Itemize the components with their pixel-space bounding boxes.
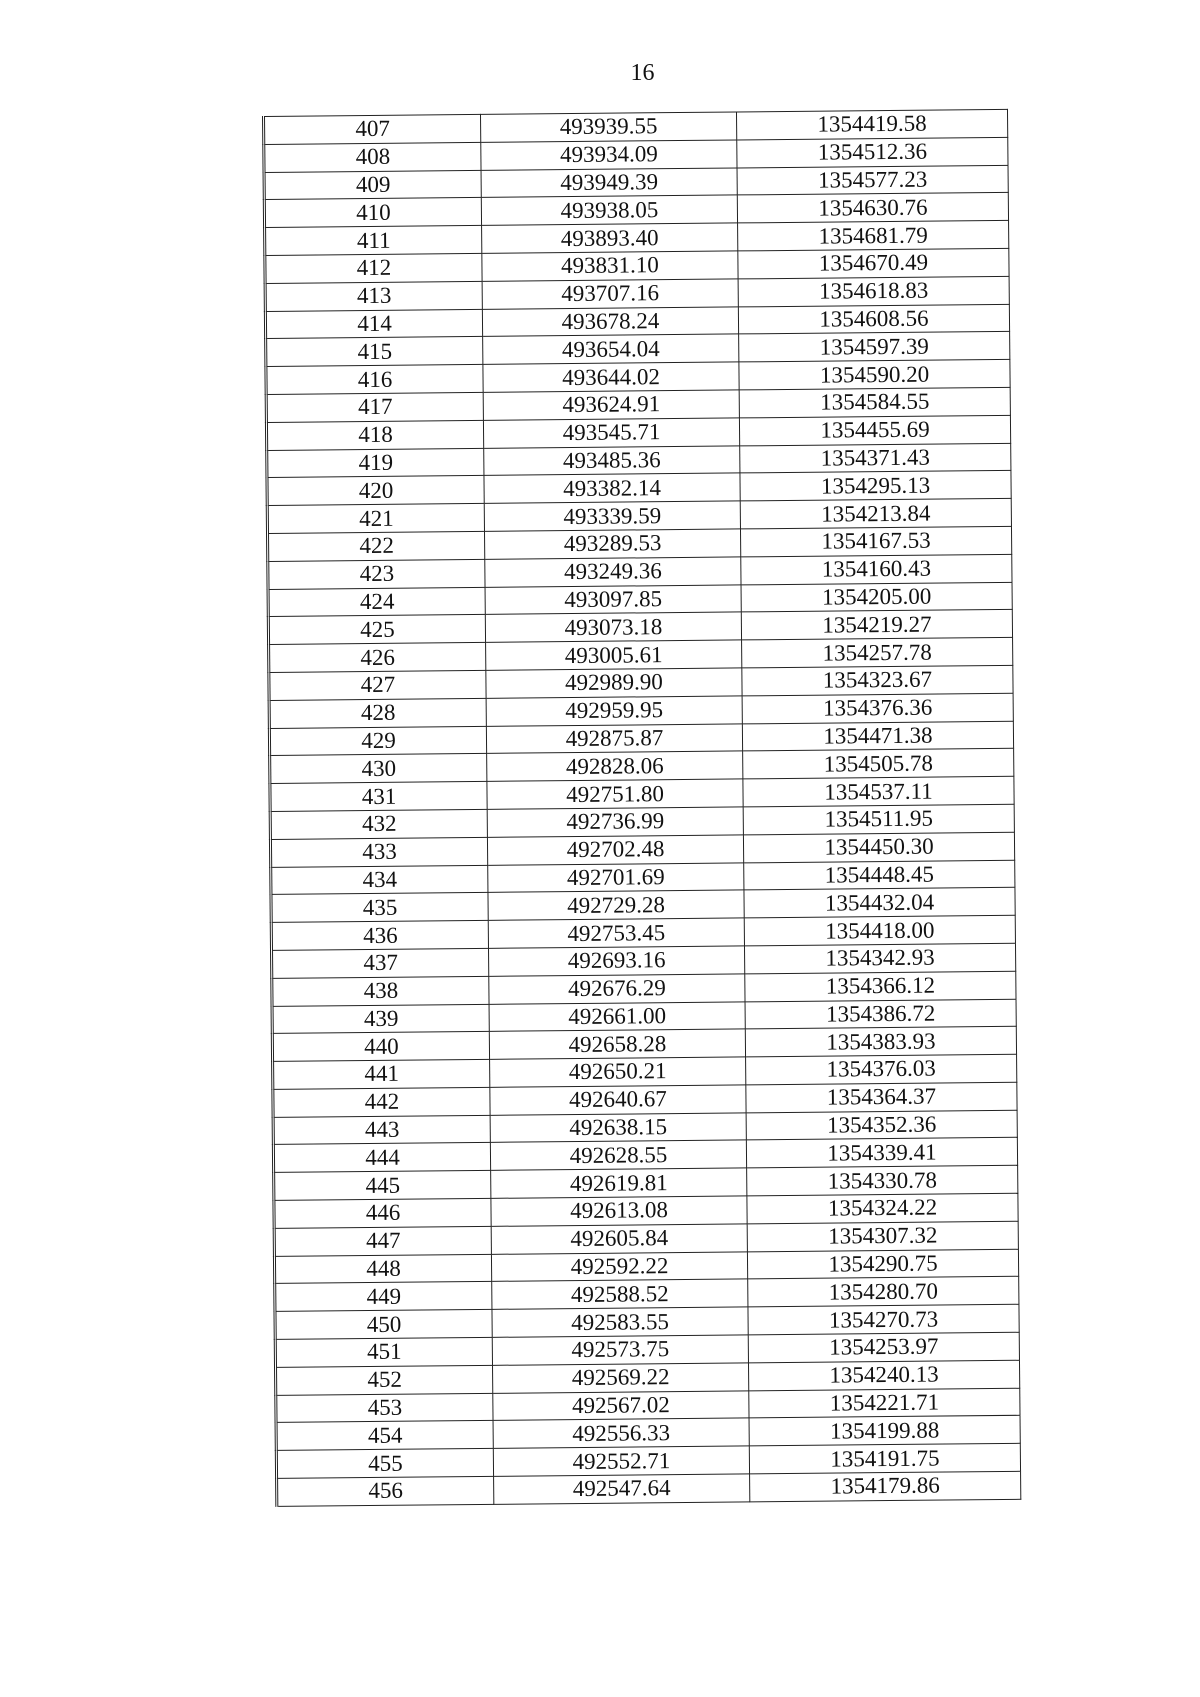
x-coordinate-cell: 492640.67	[490, 1085, 746, 1115]
point-number-cell: 449	[275, 1282, 492, 1312]
point-number-cell: 415	[266, 337, 483, 367]
point-number-cell: 453	[276, 1393, 493, 1423]
y-coordinate-cell: 1354364.37	[746, 1082, 1017, 1112]
point-number-cell: 442	[273, 1087, 490, 1117]
x-coordinate-cell: 493934.09	[481, 140, 737, 170]
x-coordinate-cell: 492547.64	[494, 1474, 750, 1504]
point-number-cell: 438	[272, 976, 489, 1006]
y-coordinate-cell: 1354584.55	[739, 387, 1010, 417]
point-number-cell: 425	[268, 615, 485, 645]
y-coordinate-cell: 1354191.75	[749, 1444, 1020, 1474]
x-coordinate-cell: 492989.90	[486, 668, 742, 698]
point-number-cell: 447	[274, 1226, 491, 1256]
y-coordinate-cell: 1354205.00	[741, 582, 1012, 612]
y-coordinate-cell: 1354597.39	[739, 332, 1010, 362]
x-coordinate-cell: 493545.71	[483, 418, 739, 448]
y-coordinate-cell: 1354383.93	[745, 1027, 1016, 1057]
y-coordinate-cell: 1354448.45	[744, 860, 1015, 890]
x-coordinate-cell: 492702.48	[487, 835, 743, 865]
y-coordinate-cell: 1354167.53	[740, 526, 1011, 556]
y-coordinate-cell: 1354386.72	[745, 999, 1016, 1029]
y-coordinate-cell: 1354253.97	[748, 1332, 1019, 1362]
point-number-cell: 412	[265, 253, 482, 283]
coordinates-table-container	[262, 109, 1015, 1507]
y-coordinate-cell: 1354324.22	[747, 1193, 1018, 1223]
x-coordinate-cell: 492605.84	[491, 1224, 747, 1254]
y-coordinate-cell: 1354160.43	[741, 554, 1012, 584]
x-coordinate-cell: 492638.15	[490, 1113, 746, 1143]
y-coordinate-cell: 1354371.43	[740, 443, 1011, 473]
y-coordinate-cell: 1354450.30	[743, 832, 1014, 862]
point-number-cell: 416	[266, 365, 483, 395]
point-number-cell: 444	[273, 1143, 490, 1173]
point-number-cell: 424	[268, 587, 485, 617]
x-coordinate-cell: 493644.02	[483, 362, 739, 392]
y-coordinate-cell: 1354290.75	[747, 1249, 1018, 1279]
y-coordinate-cell: 1354681.79	[738, 221, 1009, 251]
point-number-cell: 456	[277, 1476, 494, 1506]
y-coordinate-cell: 1354323.67	[742, 665, 1013, 695]
point-number-cell: 417	[266, 392, 483, 422]
point-number-cell: 435	[271, 893, 488, 923]
page-number: 16	[630, 60, 655, 86]
x-coordinate-cell: 493624.91	[483, 390, 739, 420]
y-coordinate-cell: 1354219.27	[741, 610, 1012, 640]
x-coordinate-cell: 493289.53	[484, 529, 740, 559]
y-coordinate-cell: 1354511.95	[743, 804, 1014, 834]
point-number-cell: 408	[264, 142, 481, 172]
point-number-cell: 451	[275, 1337, 492, 1367]
point-number-cell: 454	[276, 1421, 493, 1451]
x-coordinate-cell: 493707.16	[482, 279, 738, 309]
x-coordinate-cell: 492875.87	[486, 723, 742, 753]
x-coordinate-cell: 493339.59	[484, 501, 740, 531]
y-coordinate-cell: 1354352.36	[746, 1110, 1017, 1140]
x-coordinate-cell: 492676.29	[489, 974, 745, 1004]
point-number-cell: 448	[274, 1254, 491, 1284]
x-coordinate-cell: 493654.04	[483, 334, 739, 364]
point-number-cell: 450	[275, 1310, 492, 1340]
coordinates-table	[262, 109, 1021, 1507]
point-number-cell: 439	[272, 1004, 489, 1034]
point-number-cell: 443	[273, 1115, 490, 1145]
x-coordinate-cell: 493249.36	[485, 557, 741, 587]
point-number-cell: 427	[269, 670, 486, 700]
point-number-cell: 426	[269, 643, 486, 673]
x-coordinate-cell: 492613.08	[491, 1196, 747, 1226]
x-coordinate-cell: 492828.06	[487, 751, 743, 781]
y-coordinate-cell: 1354366.12	[745, 971, 1016, 1001]
coordinates-table-body	[264, 109, 1021, 1506]
y-coordinate-cell: 1354608.56	[738, 304, 1009, 334]
y-coordinate-cell: 1354590.20	[739, 360, 1010, 390]
point-number-cell: 452	[276, 1365, 493, 1395]
point-number-cell: 428	[269, 698, 486, 728]
y-coordinate-cell: 1354342.93	[744, 943, 1015, 973]
x-coordinate-cell: 492701.69	[488, 862, 744, 892]
point-number-cell: 440	[272, 1032, 489, 1062]
x-coordinate-cell: 493382.14	[484, 473, 740, 503]
x-coordinate-cell: 492573.75	[492, 1335, 748, 1365]
y-coordinate-cell: 1354280.70	[748, 1277, 1019, 1307]
point-number-cell: 432	[270, 809, 487, 839]
x-coordinate-cell: 492959.95	[486, 696, 742, 726]
point-number-cell: 433	[270, 837, 487, 867]
y-coordinate-cell: 1354432.04	[744, 888, 1015, 918]
x-coordinate-cell: 493938.05	[481, 195, 737, 225]
x-coordinate-cell: 492583.55	[492, 1307, 748, 1337]
x-coordinate-cell: 493073.18	[485, 612, 741, 642]
point-number-cell: 420	[267, 476, 484, 506]
y-coordinate-cell: 1354376.36	[742, 693, 1013, 723]
y-coordinate-cell: 1354670.49	[738, 248, 1009, 278]
x-coordinate-cell: 492569.22	[493, 1363, 749, 1393]
y-coordinate-cell: 1354512.36	[737, 137, 1008, 167]
x-coordinate-cell: 493831.10	[482, 251, 738, 281]
table-row	[277, 1471, 1021, 1506]
x-coordinate-cell: 492619.81	[491, 1168, 747, 1198]
point-number-cell: 429	[269, 726, 486, 756]
y-coordinate-cell: 1354221.71	[749, 1388, 1020, 1418]
point-number-cell: 410	[264, 198, 481, 228]
x-coordinate-cell: 492628.55	[490, 1140, 746, 1170]
x-coordinate-cell: 492552.71	[493, 1446, 749, 1476]
x-coordinate-cell: 492751.80	[487, 779, 743, 809]
point-number-cell: 421	[267, 504, 484, 534]
y-coordinate-cell: 1354618.83	[738, 276, 1009, 306]
point-number-cell: 411	[265, 226, 482, 256]
y-coordinate-cell: 1354240.13	[748, 1360, 1019, 1390]
point-number-cell: 437	[272, 948, 489, 978]
point-number-cell: 431	[270, 781, 487, 811]
point-number-cell: 455	[276, 1449, 493, 1479]
x-coordinate-cell: 493949.39	[481, 168, 737, 198]
x-coordinate-cell: 492658.28	[489, 1029, 745, 1059]
point-number-cell: 434	[271, 865, 488, 895]
y-coordinate-cell: 1354295.13	[740, 471, 1011, 501]
point-number-cell: 419	[267, 448, 484, 478]
x-coordinate-cell: 493005.61	[486, 640, 742, 670]
x-coordinate-cell: 492753.45	[488, 918, 744, 948]
y-coordinate-cell: 1354537.11	[743, 776, 1014, 806]
y-coordinate-cell: 1354577.23	[737, 165, 1008, 195]
x-coordinate-cell: 492556.33	[493, 1418, 749, 1448]
y-coordinate-cell: 1354418.00	[744, 915, 1015, 945]
x-coordinate-cell: 493893.40	[482, 223, 738, 253]
x-coordinate-cell: 492567.02	[493, 1391, 749, 1421]
point-number-cell: 418	[266, 420, 483, 450]
x-coordinate-cell: 493678.24	[482, 307, 738, 337]
y-coordinate-cell: 1354455.69	[739, 415, 1010, 445]
x-coordinate-cell: 493097.85	[485, 584, 741, 614]
y-coordinate-cell: 1354376.03	[746, 1054, 1017, 1084]
x-coordinate-cell: 492650.21	[490, 1057, 746, 1087]
point-number-cell: 414	[265, 309, 482, 339]
point-number-cell: 445	[274, 1171, 491, 1201]
point-number-cell: 430	[270, 754, 487, 784]
point-number-cell: 407	[264, 114, 481, 144]
point-number-cell: 436	[271, 920, 488, 950]
y-coordinate-cell: 1354199.88	[749, 1416, 1020, 1446]
point-number-cell: 441	[273, 1059, 490, 1089]
x-coordinate-cell: 493939.55	[480, 112, 736, 142]
point-number-cell: 422	[268, 531, 485, 561]
y-coordinate-cell: 1354330.78	[747, 1166, 1018, 1196]
x-coordinate-cell: 492729.28	[488, 890, 744, 920]
y-coordinate-cell: 1354179.86	[750, 1471, 1021, 1501]
x-coordinate-cell: 492736.99	[487, 807, 743, 837]
y-coordinate-cell: 1354630.76	[737, 193, 1008, 223]
x-coordinate-cell: 493485.36	[484, 445, 740, 475]
y-coordinate-cell: 1354257.78	[742, 637, 1013, 667]
y-coordinate-cell: 1354471.38	[742, 721, 1013, 751]
x-coordinate-cell: 492592.22	[491, 1252, 747, 1282]
y-coordinate-cell: 1354213.84	[740, 498, 1011, 528]
y-coordinate-cell: 1354505.78	[743, 749, 1014, 779]
y-coordinate-cell: 1354419.58	[736, 109, 1007, 139]
x-coordinate-cell: 492661.00	[489, 1001, 745, 1031]
x-coordinate-cell: 492693.16	[488, 946, 744, 976]
point-number-cell: 413	[265, 281, 482, 311]
x-coordinate-cell: 492588.52	[492, 1279, 748, 1309]
point-number-cell: 423	[268, 559, 485, 589]
y-coordinate-cell: 1354307.32	[747, 1221, 1018, 1251]
y-coordinate-cell: 1354270.73	[748, 1305, 1019, 1335]
y-coordinate-cell: 1354339.41	[746, 1138, 1017, 1168]
point-number-cell: 446	[274, 1198, 491, 1228]
point-number-cell: 409	[264, 170, 481, 200]
